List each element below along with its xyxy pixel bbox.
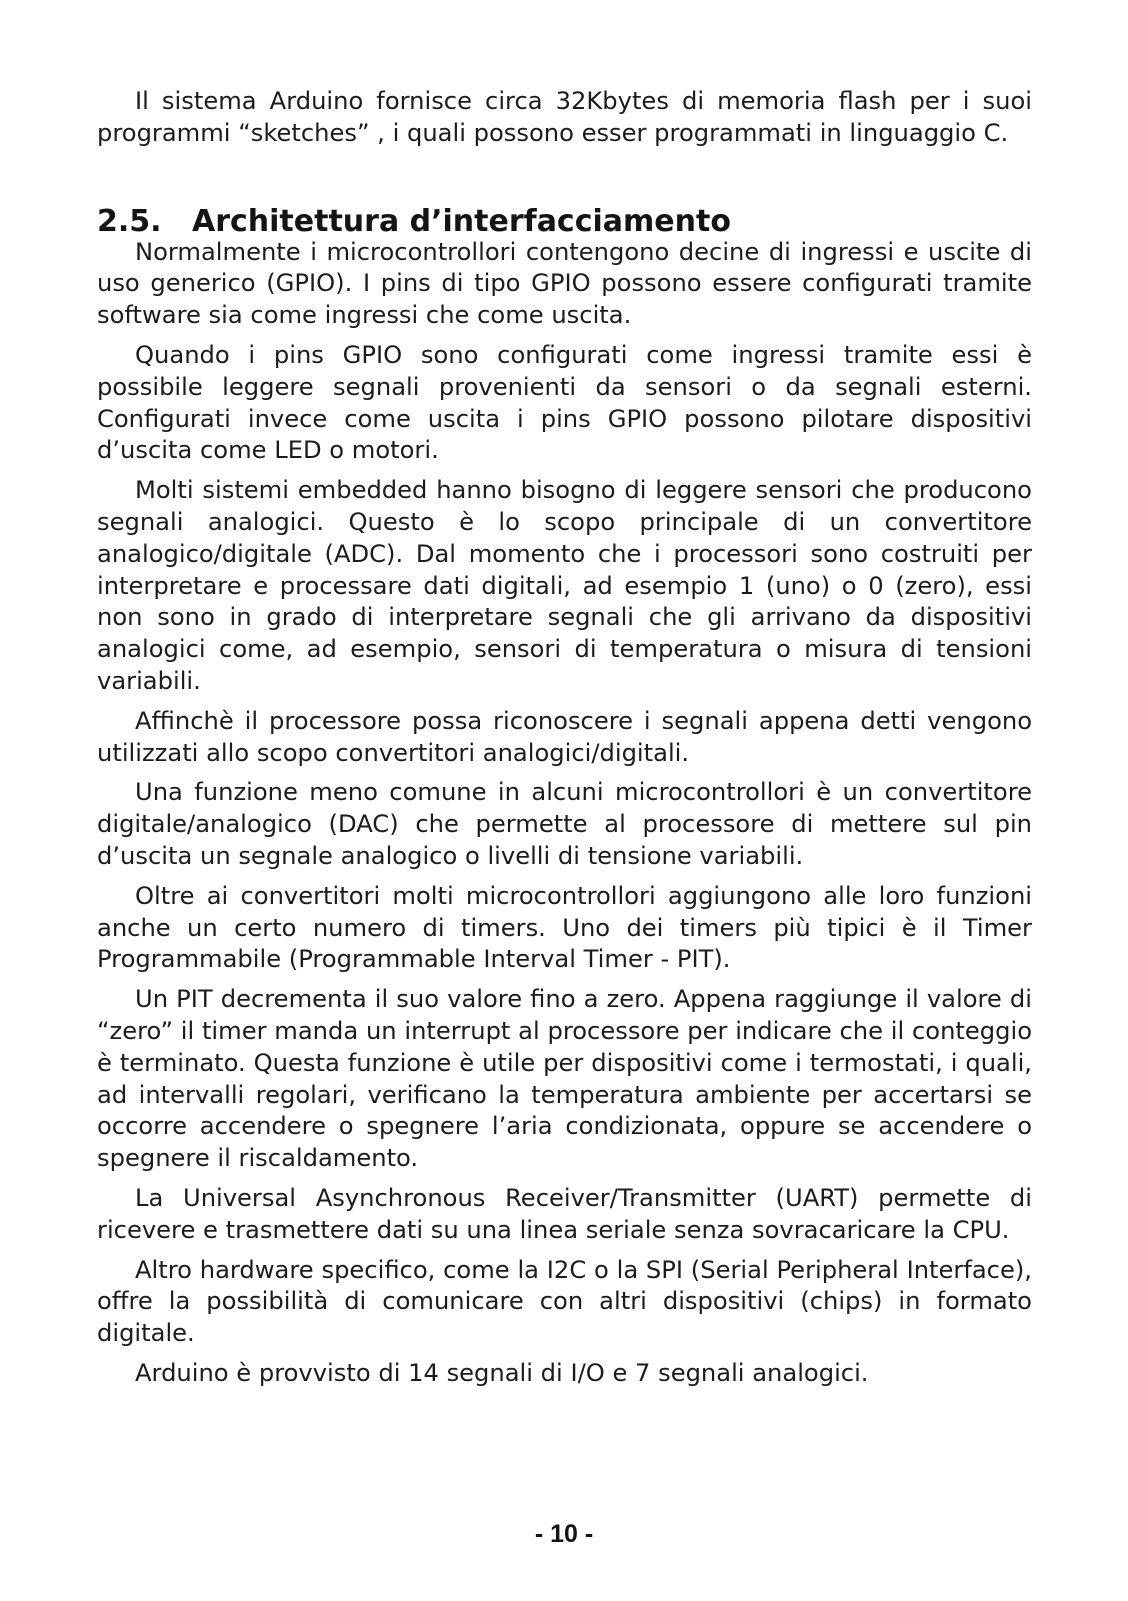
paragraph-arduino-io: Arduino è provvisto di 14 segnali di I/O e 7 segnali analogici. <box>135 1358 869 1387</box>
page-number: - 10 - <box>534 1520 594 1548</box>
paragraph-dac: Una funzione meno comune in alcuni microcontrollori è un convertitore digitale/analogico (DAC) che permette al processore di mettere sul pin d’uscita un segnale analogico o livelli di tensione variabili. <box>97 778 1032 870</box>
paragraph-timers: Oltre ai convertitori molti microcontrollori aggiungono alle loro funzioni anche un certo numero di timers. Uno dei timers più tipici è il Timer Programmabile (Programmable Interval Timer - PIT). <box>97 881 1032 974</box>
section-heading <box>97 203 1032 241</box>
section-number: 2.5. <box>97 203 162 239</box>
paragraph-adc: Molti sistemi embedded hanno bisogno di leggere sensori che producono segnali analogici. Questo è lo scopo principale di un convertitore analogico/digitale (ADC). Dal momento che i processori sono costruiti per interpretare e processare dati digitali, ad esempio 1 (uno) o 0 (zero), essi non sono in grado di interpretare segnali che gli arrivano da dispositivi analogici come, ad esempio, sensori di temperatura o misura di tensioni variabili. <box>97 476 1032 695</box>
page-body <box>97 86 1032 1398</box>
paragraph-pit: Un PIT decrementa il suo valore fino a zero. Appena raggiunge il valore di “zero” il timer manda un interrupt al processore per indicare che il conteggio è terminato. Questa funzione è utile per dispositivi come i termostati, i quali, ad intervalli regolari, verificano la temperatura ambiente per accertarsi se occorre accendere o spegnere l’aria condizionata, oppure se accendere o spegnere il riscaldamento. <box>97 985 1032 1173</box>
section-title: Architettura d’interfacciamento <box>192 203 731 239</box>
paragraph-gpio-inputs: Quando i pins GPIO sono configurati come ingressi tramite essi è possibile leggere segnali provenienti da sensori o da segnali esterni. Configurati invece come uscita i pins GPIO possono pilotare dispositivi d’uscita come LED o motori. <box>97 340 1032 465</box>
intro-paragraph: Il sistema Arduino fornisce circa 32Kbytes di memoria flash per i suoi programmi “sketches” , i quali possono esser programmati in linguaggio C. <box>97 87 1032 147</box>
paragraph-i2c-spi: Altro hardware specifico, come la I2C o la SPI (Serial Peripheral Interface), offre la possibilità di comunicare con altri dispositivi (chips) in formato digitale. <box>97 1255 1032 1348</box>
paragraph-uart: La Universal Asynchronous Receiver/Transmitter (UART) permette di ricevere e trasmettere dati su una linea seriale senza sovracaricare la CPU. <box>97 1183 1032 1244</box>
paragraph-gpio: Normalmente i microcontrollori contengono decine di ingressi e uscite di uso generico (GPIO). I pins di tipo GPIO possono essere configurati tramite software sia come ingressi che come uscita. <box>97 237 1032 330</box>
paragraph-converters: Affinchè il processore possa riconoscere i segnali appena detti vengono utilizzati allo scopo convertitori analogici/digitali. <box>97 706 1032 767</box>
